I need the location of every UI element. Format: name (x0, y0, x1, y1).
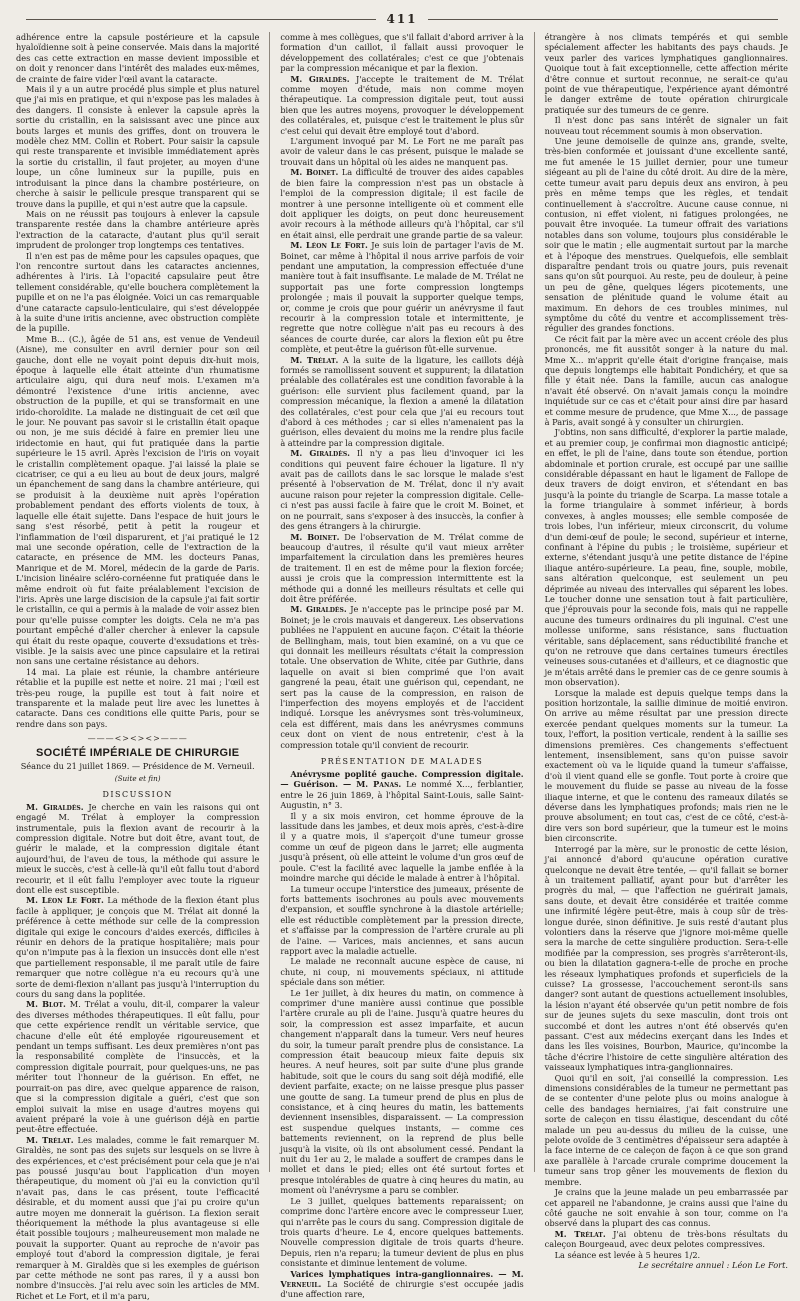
paragraph: comme à mes collègues, que s'il fallait d'abord arriver à la formation d'un caillot, il fallait aussi provoquer le développement des collatérales; c'est ce que j'obtenais par la compression mécanique et par la flexion. (280, 32, 524, 74)
header-rule-left (26, 19, 376, 20)
discussion-paragraph (16, 1135, 259, 1301)
paragraph: Le malade ne reconnaît aucune espèce de cause, ni chute, ni coup, ni mouvements spéciaux, ni attitude spéciale dans son métier. (280, 956, 524, 988)
case-title: Varices lymphatiques intra-ganglionnaires. (290, 1268, 494, 1279)
speaker-name: M. Boinet. (290, 531, 340, 542)
page-number: 411 (386, 12, 418, 26)
page-header (16, 8, 788, 30)
continuation-note: (Suite et fin) (114, 773, 161, 783)
case-text: La Société de chirurgie s'est occupée jadis d'une affection rare, (280, 1278, 524, 1300)
speech-text: A la suite de la ligature, les caillots déjà formés se ramollissent souvent et suppurent; la dilatation préalable des collatérales est une condition favorable à la guérison: elle survient plus facilement quand, par la compression mécanique, la flexion a amené la dilatation des collatérales, c'est pour cela que j'ai eu recours tout d'abord à ces méthodes ; car si elles n'amenaient pas la guérison, elles devaient du moins me la rendre plus facile à atteindre par la compression digitale. (280, 354, 524, 448)
speaker-name: M. Trélat. (290, 354, 339, 365)
paragraph: Ce récit fait par la mère avec un accent créole des plus prononcés, me fit aussitôt songer à la nature du mal. Mme X... m'apprit qu'elle était d'origine française, mais que depuis longtemps elle habitait Pondichéry, et que sa fille y était née. Dans la famille, aucun cas analogue n'avait été observé. On n'avait jamais conçu la moindre inquiétude sur ce cas et c'était pour ainsi dire par hasard et comme mesure de prudence, que Mme X..., de passage à Paris, avait songé à y consulter un chirurgien. (544, 333, 788, 428)
column-3 (544, 32, 788, 1270)
speaker-name: M. Giraldès. (26, 801, 84, 812)
speaker-name: M. Trélat. (554, 1228, 606, 1239)
speech-text: Les malades, comme le fait remarquer M. Giraldès, ne sont pas des sujets sur lesquels on se livre à des expériences, et c'est précisément pour cela que je n'ai pas poussé jusqu'au bout l'application d'un moyen thérapeutique, du moment où j'ai eu la conviction qu'il n'avait pas, dans le cas présent, toute l'efficacité désirable, et du moment aussi que j'ai pu croire qu'un autre moyen me donnerait la guérison. La flexion serait théoriquement la méthode la plus avantageuse si elle était possible toujours ; malheureusement mon malade ne pouvait la supporter. Quant au reproche de n'avoir pas employé tout d'abord la compression digitale, je ferai remarquer à M. Giraldès que si les exemples de guérison par cette méthode ne sont pas rares, il y a aussi bon nombre d'insuccès. J'ai relu avec soin les articles de MM. Richet et Le Fort, et il m'a paru, (16, 1134, 260, 1301)
case-paragraph (280, 769, 523, 811)
speaker-name: M. Trélat. (26, 1134, 74, 1145)
speaker-name: M. Léon Le Fort. (290, 240, 368, 251)
discussion-paragraph (280, 604, 523, 750)
speech-text: Je n'accepte pas le principe posé par M. Boinet; je le crois mauvais et dangereux. Les observations publiées ne l'appuient en aucune façon. C'était la théorie de Bellingham, mais, tout bien examiné, on a vu que ce qui donnait les meilleurs résultats c'était la compression totale. Une observation de White, citée par Guthrie, dans laquelle on avait si bien comprimé que l'on avait gangrené la peau, était une guérison qui, cependant, ne sert pas la cause de la compression, en raison de l'imperfection des moyens employés et de l'accident indiqué. Lorsque les anévrysmes sont très-volumineux, cela est différent, mais dans les anévrysmes communs ceux dont on vient de nous entretenir, c'est à la compression totale qu'il convient de recourir. (280, 604, 524, 750)
paragraph: Il n'est donc pas sans intérêt de signaler un fait nouveau tout récemment soumis à mon observation. (544, 115, 788, 136)
speaker-name: M. Giraldès. (290, 604, 347, 615)
discussion-paragraph (16, 802, 259, 896)
signature: Le secrétaire annuel : Léon Le Fort. (638, 1259, 788, 1270)
paragraph: Le 1er juillet, à dix heures du matin, on commence à comprimer d'une manière aussi continue que possible l'artère crurale au pli de l'aine. Jusqu'à quatre heures du soir, la compression est assez imparfaite, et aucun changement n'apparaît dans la tumeur. Vers neuf heures du soir, la tumeur paraît prendre plus de consistance. La compression était beaucoup mieux faite depuis six heures. A neuf heures, soit par suite d'une plus grande habitude, soit que le cours du sang soit déjà modifié, elle devient parfaite, exacte; on ne laisse presque plus passer une goutte de sang. La tumeur prend de plus en plus de consistance, et à cinq heures du matin, les battements deviennent insensibles, disparaissent. — La compression est suspendue quelques instants, — comme ces battements reviennent, on la reprend de plus belle jusqu'à la visite, où ils ont absolument cessé. Pendant la nuit du 1er au 2, le malade a souffert de crampes dans le mollet et dans le pied; elles ont été surtout fortes et presque intolérables de quatre à cinq heures du matin, au moment où l'anévrysme a paru se combler. (280, 987, 524, 1196)
paragraph: Il y a six mois environ, cet homme éprouve de la lassitude dans les jambes, et deux mois après, c'est-à-dire il y a quatre mois, il s'aperçoit d'une tumeur grosse comme un œuf de pigeon dans le jarret; elle augmenta jusqu'à présent, où elle atteint le volume d'un gros œuf de poule. C'est la facilité avec laquelle la jambe enflée à la moindre marche qui décide le malade à entrer à l'hôpital. (280, 810, 524, 884)
presentation-heading: PRÉSENTATION DE MALADES (320, 757, 484, 767)
speech-text: M. Trélat a voulu, dit-il, comparer la valeur des diverses méthodes thérapeutiques. Il eût fallu, pour que cette expérience rendît un véritable service, que chacune d'elle eût été employée rigoureusement et pendant un temps suffisant. Les deux premières n'ont pas la responsabilité complète de l'insuccès, et la compression digitale pourrait, pour quelques-uns, ne pas mériter tout l'honneur de la guérison. En effet, ne pourrait-on pas dire, avec quelque apparence de raison, que si la compression digitale a guéri, c'est que son emploi suivait la mise en usage d'autres moyens qui avaient préparé la voie à une guérison déjà en partie peut-être effectuée. (16, 999, 260, 1135)
discussion-paragraph (280, 167, 523, 240)
discussion-paragraph (280, 74, 523, 136)
speech-text: La difficulté de trouver des aides capables de bien faire la compression n'est pas un obstacle à l'emploi de la compression digitale; il est facile de montrer à une personne intelligente où et comment elle doit appliquer les doigts, on peut donc heureusement avoir recours à la méthode ailleurs qu'à l'hôpital, car s'il en était ainsi, elle perdrait une grande partie de sa valeur. (280, 167, 524, 240)
case-text: Le nommé X..., ferblantier, entre le 26 juin 1869, à l'hôpital Saint-Louis, salle Saint-Augustin, n° 3. (280, 779, 524, 811)
paragraph: L'argument invoqué par M. Le Fort ne me paraît pas avoir de valeur dans le cas présent, puisque le malade se trouvait dans un hôpital où les aides ne manquent pas. (280, 136, 524, 167)
speaker-name: M. Giraldès. (290, 448, 351, 459)
discussion-paragraph (280, 532, 523, 605)
speech-text: La méthode de la flexion étant plus facile à appliquer, je conçois que M. Trélat ait donné la préférence à cette méthode sur celle de la compression digitale qui exige le concours d'aides exercés, difficiles à réunir en dehors de la pratique hospitalière; mais pour qu'on n'impute pas à la flexion un insuccès dont elle n'est que partiellement responsable, il me paraît utile de faire remarquer que notre collègue n'a eu recours qu'à une sorte de demi-flexion n'allant pas jusqu'à l'interruption du cours du sang dans la poplitée. (16, 895, 260, 1000)
speech-text: Il n'y a pas lieu d'invoquer ici les conditions qui peuvent faire échouer la ligature. Il n'y avait pas de caillots dans le sac lorsque le malade s'est présenté à l'observation de M. Trélat, donc il n'y avait aucune raison pour rejeter la compression digitale. Celle-ci n'est pas aussi facile à faire que le croit M. Boinet, et on ne pourrait, sans s'exposer à des insuccès, la confier à des gens étrangers à la chirurgie. (280, 448, 524, 532)
session-line: Séance du 21 juillet 1869. — Présidence de M. Verneuil. (20, 761, 255, 772)
column-2 (280, 32, 524, 1300)
speech-text: Je suis loin de partager l'avis de M. Boinet, car même à l'hôpital il nous arrive parfois de voir pendant une amputation, la compression effectuée d'une manière tout à fait insuffisante. Le malade de M. Trélat ne supportait pas une forte compression longtemps prolongée ; mais il pouvait la supporter quelque temps, or, comme je crois que pour guérir un anévrysme il faut recourir à la compression totale et intermittente, je regrette que notre collègue n'ait pas eu recours à des séances de courte durée, car alors la flexion eût pu être complète, et peut-être la guérison fût-elle survenue. (280, 240, 524, 355)
discussion-paragraph (16, 895, 259, 999)
case-title: Anévrysme poplité gauche. Compression digitale. — Guérison. (280, 769, 524, 790)
speaker-name: M. Blot. (26, 999, 66, 1010)
paragraph: Une jeune demoiselle de quinze ans, grande, svelte, très-bien conformée et jouissant d'une excellente santé, me fut amenée le 15 juillet dernier, pour une tumeur siégeant au pli de l'aine du côté droit. Au dire de la mère, cette tumeur avait paru depuis deux ans environ, à peu près en même temps que les règles, et tendait continuellement à s'accroître. Aucune cause connue, ni contusion, ni effet violent, ni fatigues prolongées, ne pouvait être invoquée. La tumeur offrait des variations notables dans son volume, toujours plus considérable le soir que le matin ; elle augmentait surtout par la marche et à l'époque des menstrues. Quelquefois, elle semblait disparaître pendant trois ou quatre jours, puis revenait sans qu'on sût pourquoi. Au reste, peu de douleur, à peine un peu de gêne, quelques légers picotements, une sensation de plénitude quand le volume était au maximum. En dehors de ces troubles minimes, nul symptôme du côté du ventre et accomplissement très-régulier des grandes fonctions. (544, 136, 788, 334)
paragraph: Mme B... (C.), âgée de 51 ans, est venue de Vendeuil (Aisne), me consulter en avril dernier pour son œil gauche, dont elle ne voyait point depuis dix-huit mois, époque à laquelle elle était atteinte d'un rhumatisme articulaire aigu, qui dura neuf mois. L'examen m'a démontré l'existence d'une iritis ancienne, avec obstruction de la pupille, et qui se transformait en une irido-choroïdite. La malade ne distinguait de cet œil que le jour. Ne pouvant pas savoir si le cristallin était opaque ou non, je me suis décidé à faire en premier lieu une iridectomie en haut, qui fut pratiquée dans la partie supérieure le 15 avril. Après l'excision de l'iris on voyait le cristallin complètement opaque. J'ai laissé la plaie se cicatriser, ce qui a eu lieu au bout de deux jours, malgré un épanchement de sang dans la chambre antérieure, qui se produisit à la deuxième nuit après l'opération probablement pendant des efforts violents de toux, à laquelle elle était sujette. Dans l'espace de huit jours le sang s'est résorbé, petit à petit la rougeur et l'inflammation de l'œil disparurent, et j'ai pratiqué le 12 mai une seconde opération, celle de l'extraction de la cataracte, en présence de MM. les docteurs Panas, Manrique et de M. Morel, médecin de la garde de Paris. L'incision linéaire scléro-cornéenne fut pratiquée dans le même endroit où fut faite préalablement l'excision de l'iris. Après une large discision de la capsule j'ai fait sortir le cristallin, ce qui a permis à la malade de voir assez bien pour qu'elle puisse compter les doigts. Cela ne m'a pas pourtant empêché d'aller chercher à enlever la capsule qui était du reste opaque, couverte d'exsudations et très-visible. Je la saisis avec une pince capsulaire et la retirai non sans une certaine résistance au dehors. (16, 333, 260, 667)
ornament-separator: ———<><><>——— (87, 734, 188, 744)
paragraph: La tumeur occupe l'interstice des jumeaux, présente de forts battements isochrones au pouls avec mouvements d'expansion, et souffle synchrone à la diastole artérielle; elle est réductible complètement par la pression directe, et s'affaisse par la compression de l'artère crurale au pli de l'aine. — Varices, mais anciennes, et sans aucun rapport avec la maladie actuelle. (280, 883, 524, 956)
header-rule-right (428, 19, 778, 20)
speech-text: De l'observation de M. Trélat comme de beaucoup d'autres, il résulte qu'il vaut mieux arrêter imparfaitement la circulation dans les premières heures de traitement. Il en est de même pour la flexion forcée; aussi je crois que la compression intermittente est la méthode qui a donné les meilleurs résultats et celle qui doit être préférée. (280, 531, 524, 604)
column-divider (534, 32, 535, 1172)
paragraph: adhérence entre la capsule postérieure et la capsule hyaloïdienne soit à peine conservée. Mais dans la majorité des cas cette extraction en masse devient impossible et on doit y renoncer dans l'intérêt des malades eux-mêmes, de crainte de faire vider l'œil avant la cataracte. (16, 32, 260, 84)
paragraph: Lorsque la malade est depuis quelque temps dans la position horizontale, la saillie diminue de moitié environ. On arrive au même résultat par une pression directe exercée pendant quelques moments sur la tumeur. La toux, l'effort, la position verticale, rendent à la saillie ses dimensions premières. Ces changements s'effectuent lentement, insensiblement, sans qu'on puisse savoir exactement où va le liquide quand la tumeur s'affaisse, d'où il vient quand elle se gonfle. Tout porte à croire que le mouvement du fluide se passe au niveau de la fosse iliaque interne, et que le contenu des rameaux dilatés se déverse dans les lymphatiques profonds; mais rien ne le prouve absolument; en tout cas, c'est de ce côté, c'est-à-dire vers son bord supérieur, que la tumeur est le moins bien circonscrite. (544, 687, 788, 844)
speaker-name: — M. Panas. (337, 779, 402, 790)
speech-text: Je cherche en vain les raisons qui ont engagé M. Trélat à employer la compression instrumentale, puis la flexion avant de recourir à la compression digitale. Notre but doit être, avant tout, de guérir le malade, et la compression digitale étant aujourd'hui, de l'aveu de tous, la méthode qui assure le mieux le succès, c'est à celle-là qu'il eût fallu tout d'abord recourir, et il eût fallu l'employer avec toute la rigueur dont elle est susceptible. (16, 801, 260, 895)
paragraph: étrangère à nos climats tempérés et qui semble spécialement affecter les habitants des pays chauds. Je veux parler des varices lymphatiques ganglionnaires. Quoique tout à fait exceptionnelle, cette affection mérite d'être connue et surtout reconnue, ne serait-ce qu'au point de vue thérapeutique, l'expérience ayant démontré le danger extrême de toute opération chirurgicale pratiquée sur des tumeurs de ce genre. (544, 32, 788, 115)
speech-text: J'accepte le traitement de M. Trélat comme moyen d'étude, mais non comme moyen thérapeutique. La compression digitale peut, tout aussi bien que les autres moyens, provoquer le développement des collatérales, et, puisque c'est le traitement le plus sûr c'est celui qui devait être employé tout d'abord. (280, 73, 524, 136)
discussion-paragraph (16, 999, 259, 1134)
paragraph: Mais il y a un autre procédé plus simple et plus naturel que j'ai mis en pratique, et qui n'expose pas les malades à des dangers. Il consiste à enlever la capsule après la sortie du cristallin, en la saisissant avec une pince aux bouts larges et munis des griffes, dont on trouvera le modèle chez MM. Collin et Robert. Pour saisir la capsule qui reste transparente et invisible immédiatement après la sortie du cristallin, il faut projeter, au moyen d'une loupe, un cône lumineux sur la pupille, puis en introduisant la pince dans la chambre postérieure, on cherche à saisir le pellicule presque transparent qui se trouve dans la pupille, et qui n'est autre que la capsule. (16, 84, 260, 209)
paragraph: Interrogé par la mère, sur le pronostic de cette lésion, j'ai annoncé d'abord qu'aucune opération curative quelconque ne devait être tentée, — qu'il fallait se borner à un traitement palliatif, ayant pour but d'arrêter les progrès du mal, — que l'affection ne guérirait jamais, sans doute, et devait être considérée et traitée comme une infirmité légère peut-être, mais à coup sûr de très-longue durée, sinon définitive. Je suis resté d'autant plus volontiers dans la réserve que j'ignore moi-même quelle sera la marche de cette singulière production. Sera-t-elle modifiée par la compression, ses progrès s'arrêteront-ils, ou bien la dilatation gagnera-t-elle de proche en proche les réseaux lymphatiques profonds et superficiels de la cuisse? La grossesse, l'accouchement seront-ils sans danger? sont autant de questions actuellement insolubles, la lésion n'ayant été observée qu'un petit nombre de fois sur de jeunes sujets du sexe masculin, dont trois ont succombé et dont les autres n'ont été observés qu'en passant. C'est aux médecins exerçant dans les Indes et dans les îles voisines, Bourbon, Maurice, qu'incombe la tâche d'écrire l'histoire de cette singulière altération des vaisseaux lymphatiques intra-ganglionnaires. (544, 843, 788, 1073)
column-divider (269, 32, 270, 1172)
paragraph: Le 3 juillet, quelques battements reparaissent; on comprime donc l'artère encore avec le compresseur Luer, qui n'arrête pas le cours du sang. Compression digitale de trois quarts d'heure. Le 4, encore quelques battements. Nouvelle compression digitale de trois quarts d'heure. Depuis, rien n'a reparu; la tumeur devient de plus en plus consistante et diminue lentement de volume. (280, 1195, 524, 1269)
case-paragraph (280, 1269, 523, 1300)
column-1 (16, 32, 260, 1301)
closing-line: La séance est levée à 5 heures 1/2. (554, 1249, 701, 1260)
discussion-paragraph (545, 1229, 788, 1250)
paragraph: Je crains que la jeune malade un peu embarrassée par cet appareil ne l'abandonne, je crains aussi que l'aine du côté gauche ne soit envahie à son tour, comme on l'a observé dans la plupart des cas connus. (544, 1187, 788, 1229)
paragraph: Il n'en est pas de même pour les capsules opaques, que l'on rencontre surtout dans les cataractes anciennes, adhérentes à l'iris. Là l'opacité capsulaire peut être tellement considérable, qu'elle bouchera complètement la pupille et on ne l'a pas éloignée. Voici un cas remarquable d'une cataracte capsulo-lenticulaire, qui s'est développée à la suite d'une iritis ancienne, avec obstruction complète de la pupille. (16, 250, 260, 334)
discussion-heading: DISCUSSION (102, 789, 173, 799)
speaker-name: M. Boinet. (290, 167, 339, 178)
discussion-paragraph (280, 355, 523, 449)
speaker-name: — M. Verneuil. (280, 1268, 524, 1289)
paragraph: 14 mai. La plaie est réunie, la chambre antérieure rétablie et la pupille est nette et noire. 21 mai ; l'œil est très-peu rouge, la pupille est tout à fait noire et transparente et la malade peut lire avec les lunettes à cataracte. Dans ces conditions elle quitte Paris, pour se rendre dans son pays. (16, 666, 260, 729)
paragraph: J'obtins, non sans difficulté, d'explorer la partie malade, et au premier coup, je confirmai mon diagnostic anticipé; en effet, le pli de l'aine, dans toute son étendue, portion abdominale et portion crurale, est occupé par une saillie considérable dépassant en haut le ligament de Fallope de deux travers de doigt environ, et s'étendant en bas jusqu'à la pointe du triangle de Scarpa. La masse totale a la forme triangulaire à sommet inférieur, à bords convexes, à angles mousses; elle semble composée de trois lobes, l'un inférieur, mieux circonscrit, du volume d'un demi-œuf de poule; le second, supérieur et interne, confinant à l'épine du pubis ; le troisième, supérieur et externe, s'étendant jusqu'à une petite distance de l'épine iliaque antéro-supérieure. La peau, fine, souple, mobile, sans altération quelconque, est seulement un peu déprimée au niveau des intervalles qui séparent les lobes. Le toucher donne une sensation tout à fait particulière, que j'éprouvais pour la seconde fois, mais qui ne rappelle aucune des tumeurs ordinaires du pli inguinal. C'est une mollesse uniforme, sans résistance, sans fluctuation véritable, sans déplacement, sans réductibilité franche et qu'on ne retrouve que dans certaines tumeurs érectiles veineuses sous-cutanées et d'ailleurs, et ce diagnostic que je m'étais arrêté dans le premier cas de ce genre soumis à mon observation). (544, 427, 788, 688)
paragraph: Mais on ne réussit pas toujours à enlever la capsule transparente restée dans la chambre antérieure après l'extraction de la cataracte, d'autant plus qu'il serait imprudent de prolonger trop longtemps ces tentatives. (16, 208, 260, 251)
article-columns (16, 32, 788, 1301)
section-heading: SOCIÉTÉ IMPÉRIALE DE CHIRURGIE (35, 747, 240, 760)
speech-text: J'ai obtenu de très-bons résultats du caleçon Bourgeaud, avec deux pelotes compressives. (544, 1228, 788, 1250)
discussion-paragraph (280, 240, 523, 354)
speaker-name: M. Léon Le Fort. (26, 895, 104, 906)
discussion-paragraph (280, 448, 523, 531)
paragraph: Quoi qu'il en soit, j'ai conseillé la compression. Les dimensions considérables de la tumeur ne permettant pas de se contenter d'une pelote plus ou moins analogue à celle des bandages herniaires, j'ai fait construire une sorte de caleçon en tissu élastique, descendant du côté malade un peu au-dessus du milieu de la cuisse, une pelote ovoïde de 3 centimètres d'épaisseur sera adaptée à la face interne de ce caleçon de façon à ce que son grand axe parallèle à l'arcade crurale comprime doucement la tumeur sans trop gêner les mouvements de flexion du membre. (544, 1072, 788, 1187)
speaker-name: M. Giraldès. (290, 73, 350, 84)
